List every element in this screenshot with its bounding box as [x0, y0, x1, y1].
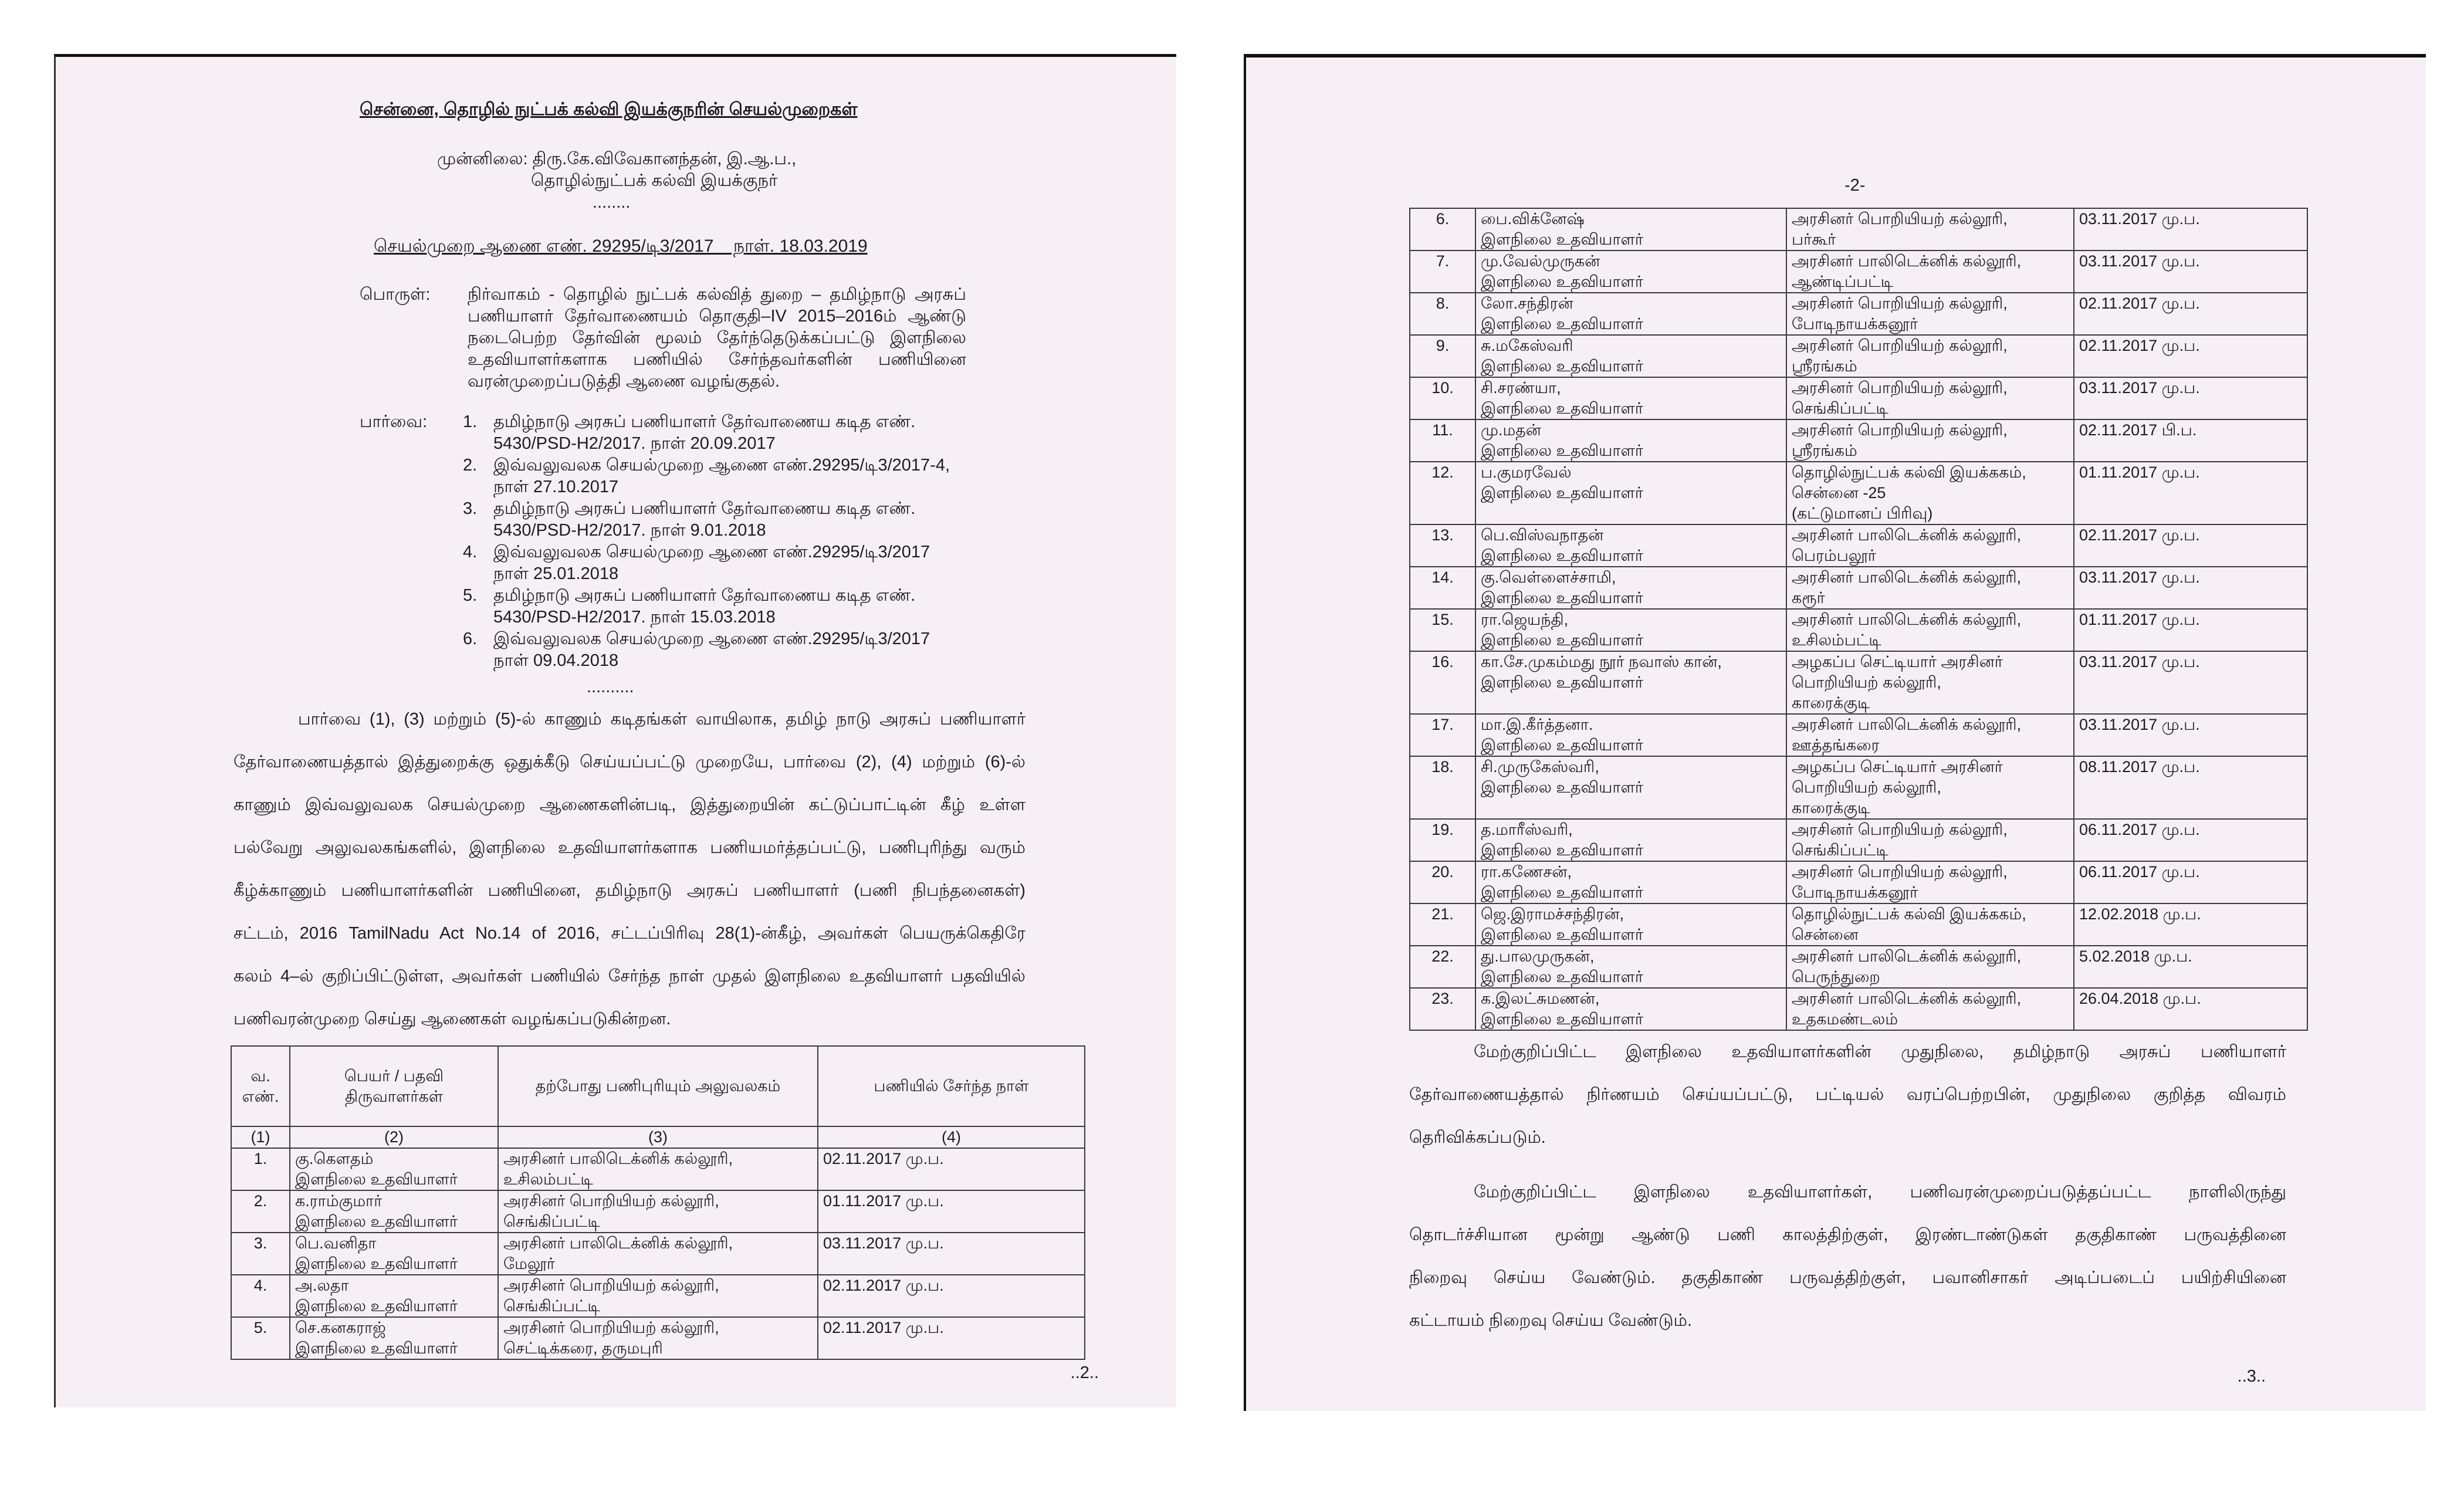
serial-number: 9. [1410, 335, 1475, 377]
name-post-cell [1475, 208, 1786, 251]
page-number: -2- [1844, 176, 1866, 195]
header-name-post: பெயர் / பதவி திருவாளர்கள் [290, 1046, 498, 1126]
reference-text [493, 498, 991, 541]
reference-item [463, 455, 991, 498]
staff-post: இளநிலை உதவியாளர் [1481, 442, 1643, 459]
join-date: 01.11.2017 மு.ப. [818, 1190, 1085, 1233]
staff-post: இளநிலை உதவியாளர் [1481, 231, 1643, 248]
office-cell: அரசினர் பொறியியற் கல்லூரி, ஸ்ரீரங்கம் [1786, 335, 2074, 377]
name-post-cell [1475, 756, 1786, 819]
reference-line: இவ்வலுவலக செயல்முறை ஆணை எண்.29295/டி3/2017 [493, 543, 930, 561]
col-number-1: (1) [231, 1126, 290, 1148]
serial-number: 22. [1410, 946, 1475, 988]
table-row [1410, 524, 2307, 567]
staff-name: ரா.கணேசன், [1481, 863, 1572, 881]
office-cell: அரசினர் பொறியியற் கல்லூரி, செங்கிப்பட்டி [1786, 377, 2074, 419]
serial-number: 23. [1410, 988, 1475, 1030]
paragraph-line: பல்வேறு அலுவலகங்களில், இளநிலை உதவியாளர்களாக பணியமர்த்தப்பட்டு, பணிபுரிந்து வரும் [233, 838, 1025, 857]
office-cell: அரசினர் பொறியியற் கல்லூரி, செங்கிப்பட்டி [498, 1275, 818, 1317]
staff-post: இளநிலை உதவியாளர் [1481, 968, 1643, 986]
office-cell: அரசினர் பொறியியற் கல்லூரி, செங்கிப்பட்டி [498, 1190, 818, 1233]
join-date: 06.11.2017 மு.ப. [2074, 819, 2307, 861]
name-post-cell [1475, 567, 1786, 609]
staff-name: ரா.ஜெயந்தி, [1481, 611, 1569, 628]
order-number: செயல்முறை ஆணை எண். 29295/டி3/2017 நாள். 18.03.2019 [374, 236, 868, 256]
table-row [1410, 819, 2307, 861]
serial-number: 14. [1410, 567, 1475, 609]
staff-name: சி.சரண்யா, [1481, 379, 1561, 397]
separator-dots-2: .......... [587, 678, 634, 696]
staff-name: அ.லதா [295, 1277, 349, 1294]
join-date: 26.04.2018 மு.ப. [2074, 988, 2307, 1030]
header-office: தற்போது பணிபுரியும் அலுவலகம் [498, 1046, 818, 1126]
staff-post: இளநிலை உதவியாளர் [1481, 400, 1643, 417]
paragraph-line: கட்டாயம் நிறைவு செய்ய வேண்டும். [1409, 1311, 1693, 1330]
subject-line: பணியாளர் தேர்வாணையம் தொகுதி–IV 2015–2016ம் ஆண்டு [468, 307, 966, 326]
staff-name: மு.வேல்முருகன் [1481, 252, 1600, 270]
name-post-cell [1475, 651, 1786, 714]
paragraph-line: பார்வை (1), (3) மற்றும் (5)-ல் காணும் கடிதங்கள் வாயிலாக, தமிழ் நாடு அரசுப் பணியாளர் [298, 710, 1025, 729]
staff-post: இளநிலை உதவியாளர் [1481, 273, 1643, 290]
join-date: 06.11.2017 மு.ப. [2074, 861, 2307, 903]
reference-number: 6. [463, 629, 478, 648]
reference-line: நாள் 09.04.2018 [493, 651, 619, 670]
reference-text [493, 455, 991, 498]
table-row [1410, 946, 2307, 988]
col-number-2: (2) [290, 1126, 498, 1148]
office-cell: அரசினர் பாலிடெக்னிக் கல்லூரி, உசிலம்பட்டி [1786, 609, 2074, 651]
office-cell: அரசினர் பாலிடெக்னிக் கல்லூரி, உதகமண்டலம் [1786, 988, 2074, 1030]
staff-name: மு.மதன் [1481, 421, 1541, 439]
name-post-cell [1475, 819, 1786, 861]
office-cell: அரசினர் பொறியியற் கல்லூரி, போடிநாயக்கனூர் [1786, 861, 2074, 903]
reference-number: 5. [463, 586, 478, 605]
paragraph-line: தெரிவிக்கப்படும். [1409, 1128, 1546, 1147]
presence-label: முன்னிலை: [437, 150, 528, 168]
reference-text [493, 541, 991, 585]
staff-name: த.மாரீஸ்வரி, [1481, 821, 1573, 838]
reference-item [463, 585, 991, 628]
subject-line: வரன்முறைப்படுத்தி ஆணை வழங்குதல். [468, 372, 780, 391]
serial-number: 5. [231, 1317, 290, 1359]
paragraph-line: சட்டம், 2016 TamilNadu Act No.14 of 2016, சட்டப்பிரிவு 28(1)-ன்கீழ், அவர்கள் பெயருக்கெதிரே [233, 924, 1025, 943]
paragraph-line: காணும் இவ்வலுவலக செயல்முறை ஆணைகளின்படி, இத்துறையின் கட்டுப்பாட்டின் கீழ் உள்ள [233, 796, 1025, 814]
name-post-cell [1475, 714, 1786, 756]
table-row [231, 1275, 1085, 1317]
table-header-row [231, 1046, 1085, 1126]
table-row [1410, 567, 2307, 609]
staff-name: பெ.விஸ்வநாதன் [1481, 526, 1604, 544]
office-cell: அரசினர் பொறியியற் கல்லூரி, செட்டிக்கரை, தருமபுரி [498, 1317, 818, 1359]
staff-name: லோ.சந்திரன் [1481, 295, 1573, 312]
presence-line [437, 148, 1082, 170]
staff-post: இளநிலை உதவியாளர் [1481, 631, 1643, 649]
staff-post: இளநிலை உதவியாளர் [1481, 841, 1643, 859]
name-post-cell [1475, 462, 1786, 524]
reference-text [493, 585, 991, 628]
name-post-cell [1475, 609, 1786, 651]
staff-name: க.ராம்குமார் [295, 1192, 383, 1210]
serial-number: 16. [1410, 651, 1475, 714]
staff-post: இளநிலை உதவியாளர் [1481, 315, 1643, 333]
join-date: 5.02.2018 மு.ப. [2074, 946, 2307, 988]
staff-post: இளநிலை உதவியாளர் [1481, 484, 1643, 502]
name-post-cell [290, 1317, 498, 1359]
office-cell: அரசினர் பாலிடெக்னிக் கல்லூரி, பெரம்பலூர் [1786, 524, 2074, 567]
office-cell: அரசினர் பாலிடெக்னிக் கல்லூரி, கரூர் [1786, 567, 2074, 609]
references-list [463, 411, 991, 672]
references-block [360, 411, 1082, 672]
office-cell: அரசினர் பாலிடெக்னிக் கல்லூரி, உசிலம்பட்டி [498, 1148, 818, 1190]
serial-number: 3. [231, 1233, 290, 1275]
reference-number: 4. [463, 543, 478, 561]
staff-post: இளநிலை உதவியாளர் [1481, 1010, 1643, 1028]
table-row [1410, 903, 2307, 946]
serial-number: 20. [1410, 861, 1475, 903]
join-date: 03.11.2017 மு.ப. [2074, 251, 2307, 293]
reference-number: 1. [463, 412, 478, 431]
join-date: 01.11.2017 மு.ப. [2074, 609, 2307, 651]
serial-number: 11. [1410, 419, 1475, 462]
staff-name: ப.குமரவேல் [1481, 463, 1572, 481]
staff-post: இளநிலை உதவியாளர் [295, 1213, 458, 1230]
name-post-cell [1475, 861, 1786, 903]
staff-post: இளநிலை உதவியாளர் [295, 1339, 458, 1357]
name-post-cell [1475, 419, 1786, 462]
name-post-cell [1475, 251, 1786, 293]
serial-number: 21. [1410, 903, 1475, 946]
staff-post: இளநிலை உதவியாளர் [295, 1297, 458, 1315]
office-cell: அழகப்ப செட்டியார் அரசினர் பொறியியற் கல்லூரி, காரைக்குடி [1786, 651, 2074, 714]
presence-name: திரு.கே.விவேகானந்தன், இ.ஆ.ப., [532, 150, 797, 168]
paragraph-line: பணிவரன்முறை செய்து ஆணைகள் வழங்கப்படுகின்றன. [233, 1010, 671, 1028]
staff-post: இளநிலை உதவியாளர் [1481, 779, 1643, 796]
table-row [1410, 377, 2307, 419]
join-date: 02.11.2017 மு.ப. [2074, 293, 2307, 335]
office-cell: அரசினர் பாலிடெக்னிக் கல்லூரி, ஊத்தங்கரை [1786, 714, 2074, 756]
staff-name: கு.கௌதம் [295, 1150, 374, 1167]
reference-line: தமிழ்நாடு அரசுப் பணியாளர் தேர்வாணைய கடித எண். [493, 586, 916, 605]
reference-line: 5430/PSD-H2/2017. நாள் 9.01.2018 [493, 521, 766, 540]
subject-text [468, 284, 966, 392]
office-cell: அரசினர் பாலிடெக்னிக் கல்லூரி, பெருந்துறை [1786, 946, 2074, 988]
reference-item [463, 411, 991, 455]
staff-name: பை.விக்னேஷ் [1481, 210, 1585, 228]
staff-post: இளநிலை உதவியாளர் [1481, 589, 1643, 607]
office-cell: தொழில்நுட்பக் கல்வி இயக்ககம், சென்னை [1786, 903, 2074, 946]
subject-line: நடைபெற்ற தேர்வின் மூலம் தேர்ந்தெடுக்கப்பட்டு இளநிலை [468, 329, 966, 347]
name-post-cell [290, 1275, 498, 1317]
name-post-cell [1475, 946, 1786, 988]
staff-post: இளநிலை உதவியாளர் [1481, 357, 1643, 375]
reference-item [463, 541, 991, 585]
staff-post: இளநிலை உதவியாளர் [295, 1255, 458, 1272]
reference-line: தமிழ்நாடு அரசுப் பணியாளர் தேர்வாணைய கடித எண். [493, 412, 916, 431]
reference-item [463, 628, 991, 672]
serial-number: 13. [1410, 524, 1475, 567]
table-row [1410, 609, 2307, 651]
serial-number: 18. [1410, 756, 1475, 819]
office-cell: அழகப்ப செட்டியார் அரசினர் பொறியியற் கல்லூரி, காரைக்குடி [1786, 756, 2074, 819]
table-row [1410, 208, 2307, 251]
table-row [231, 1190, 1085, 1233]
join-date: 03.11.2017 மு.ப. [2074, 714, 2307, 756]
name-post-cell [290, 1148, 498, 1190]
col-number-4: (4) [818, 1126, 1085, 1148]
office-cell: தொழில்நுட்பக் கல்வி இயக்ககம், சென்னை -25 (கட்டுமானப் பிரிவு) [1786, 462, 2074, 524]
serial-number: 12. [1410, 462, 1475, 524]
table-row [231, 1233, 1085, 1275]
reference-line: நாள் 27.10.2017 [493, 478, 619, 496]
join-date: 03.11.2017 மு.ப. [2074, 567, 2307, 609]
name-post-cell [1475, 377, 1786, 419]
staff-table-2 [1409, 208, 2308, 1031]
continue-mark: ..3.. [2237, 1367, 2266, 1386]
join-date: 02.11.2017 மு.ப. [818, 1275, 1085, 1317]
references-label: பார்வை: [360, 412, 428, 431]
join-date: 02.11.2017 பி.ப. [2074, 419, 2307, 462]
reference-text [493, 628, 991, 672]
staff-post: இளநிலை உதவியாளர் [1481, 673, 1643, 691]
staff-post: இளநிலை உதவியாளர் [1481, 884, 1643, 901]
office-cell: அரசினர் பொறியியற் கல்லூரி, போடிநாயக்கனூர் [1786, 293, 2074, 335]
reference-line: தமிழ்நாடு அரசுப் பணியாளர் தேர்வாணைய கடித எண். [493, 499, 916, 518]
table-row [1410, 651, 2307, 714]
paragraph-line: தேர்வாணையத்தால் இத்துறைக்கு ஒதுக்கீடு செய்யப்பட்டு முறையே, பார்வை (2), (4) மற்றும் (6)-ல் [233, 753, 1025, 771]
table-row [1410, 251, 2307, 293]
name-post-cell [1475, 524, 1786, 567]
serial-number: 17. [1410, 714, 1475, 756]
reference-line: இவ்வலுவலக செயல்முறை ஆணை எண்.29295/டி3/2017-4, [493, 456, 950, 475]
paragraph-line: கீழ்க்காணும் பணியாளர்களின் பணியினை, தமிழ்நாடு அரசுப் பணியாளர் (பணி நிபந்தனைகள்) [233, 881, 1025, 900]
reference-line: 5430/PSD-H2/2017. நாள் 20.09.2017 [493, 434, 776, 453]
staff-name: பெ.வனிதா [295, 1234, 377, 1252]
document-page-2 [1244, 54, 2426, 1411]
staff-name: கா.சே.முகம்மது நூர் நவாஸ் கான், [1481, 653, 1722, 671]
order-paragraph [233, 698, 1025, 1041]
office-cell: அரசினர் பாலிடெக்னிக் கல்லூரி, ஆண்டிப்பட்டி [1786, 251, 2074, 293]
reference-number: 2. [463, 456, 478, 475]
paragraph-line: தொடர்ச்சியான மூன்று ஆண்டு பணி காலத்திற்குள், இரண்டாண்டுகள் தகுதிகாண் பருவத்தினை [1409, 1226, 2286, 1244]
reference-line: நாள் 25.01.2018 [493, 564, 619, 583]
paragraph-line: கலம் 4–ல் குறிப்பிட்டுள்ள, அவர்கள் பணியில் சேர்ந்த நாள் முதல் இளநிலை உதவியாளர் பதவியில் [233, 967, 1025, 986]
seniority-paragraph [1409, 1031, 2286, 1159]
staff-name: து.பாலமுருகன், [1481, 947, 1595, 965]
continue-mark: ..2.. [1070, 1363, 1099, 1382]
presence-title: தொழில்நுட்பக் கல்வி இயக்குநர் [531, 171, 778, 190]
staff-name: கு.வெள்ளைச்சாமி, [1481, 568, 1616, 586]
separator-dots: ........ [593, 193, 631, 212]
serial-number: 6. [1410, 208, 1475, 251]
reference-line: இவ்வலுவலக செயல்முறை ஆணை எண்.29295/டி3/2017 [493, 629, 930, 648]
col-number-3: (3) [498, 1126, 818, 1148]
staff-name: சி.முருகேஸ்வரி, [1481, 758, 1599, 776]
table-row [1410, 419, 2307, 462]
staff-post: இளநிலை உதவியாளர் [295, 1170, 458, 1188]
join-date: 03.11.2017 மு.ப. [2074, 208, 2307, 251]
subject-line: உதவியாளர்களாக பணியில் சேர்ந்தவர்களின் பணியினை [468, 350, 966, 369]
subject-block [360, 284, 1082, 392]
table-row [1410, 462, 2307, 524]
header-serial: வ. எண். [231, 1046, 290, 1126]
reference-number: 3. [463, 499, 478, 518]
office-heading: சென்னை, தொழில் நுட்பக் கல்வி இயக்குநரின் செயல்முறைகள் [360, 100, 858, 119]
name-post-cell [290, 1190, 498, 1233]
document-page-1 [54, 54, 1176, 1407]
table-row [1410, 714, 2307, 756]
paragraph-line: தேர்வாணையத்தால் நிர்ணயம் செய்யப்பட்டு, பட்டியல் வரப்பெற்றபின், முதுநிலை குறித்த விவரம் [1409, 1085, 2286, 1104]
office-cell: அரசினர் பாலிடெக்னிக் கல்லூரி, மேலூர் [498, 1233, 818, 1275]
reference-line: 5430/PSD-H2/2017. நாள் 15.03.2018 [493, 608, 776, 627]
staff-table-1 [231, 1045, 1085, 1360]
serial-number: 1. [231, 1148, 290, 1190]
serial-number: 15. [1410, 609, 1475, 651]
join-date: 03.11.2017 மு.ப. [2074, 651, 2307, 714]
office-cell: அரசினர் பொறியியற் கல்லூரி, ஸ்ரீரங்கம் [1786, 419, 2074, 462]
serial-number: 4. [231, 1275, 290, 1317]
name-post-cell [290, 1233, 498, 1275]
subject-line: நிர்வாகம் - தொழில் நுட்பக் கல்வித் துறை – தமிழ்நாடு அரசுப் [468, 285, 966, 304]
name-post-cell [1475, 988, 1786, 1030]
paragraph-line: நிறைவு செய்ய வேண்டும். தகுதிகாண் பருவத்திற்குள், பவானிசாகர் அடிப்படைப் பயிற்சியினை [1409, 1268, 2286, 1287]
name-post-cell [1475, 903, 1786, 946]
table-row [1410, 861, 2307, 903]
paragraph-line: மேற்குறிப்பிட்ட இளநிலை உதவியாளர்களின் முதுநிலை, தமிழ்நாடு அரசுப் பணியாளர் [1474, 1043, 2286, 1061]
join-date: 03.11.2017 மு.ப. [818, 1233, 1085, 1275]
join-date: 02.11.2017 மு.ப. [2074, 335, 2307, 377]
join-date: 08.11.2017 மு.ப. [2074, 756, 2307, 819]
staff-post: இளநிலை உதவியாளர் [1481, 926, 1643, 943]
header-join-date: பணியில் சேர்ந்த நாள் [818, 1046, 1085, 1126]
name-post-cell [1475, 335, 1786, 377]
subject-label: பொருள்: [360, 285, 431, 304]
join-date: 02.11.2017 மு.ப. [2074, 524, 2307, 567]
serial-number: 2. [231, 1190, 290, 1233]
serial-number: 8. [1410, 293, 1475, 335]
staff-name: க.இலட்சுமணன், [1481, 990, 1600, 1007]
table-row [1410, 335, 2307, 377]
table-row [1410, 988, 2307, 1030]
serial-number: 10. [1410, 377, 1475, 419]
table-row [1410, 293, 2307, 335]
name-post-cell [1475, 293, 1786, 335]
staff-name: மா.இ.கீர்த்தனா. [1481, 716, 1593, 733]
serial-number: 7. [1410, 251, 1475, 293]
office-cell: அரசினர் பொறியியற் கல்லூரி, பர்கூர் [1786, 208, 2074, 251]
paragraph-line: மேற்குறிப்பிட்ட இளநிலை உதவியாளர்கள், பணிவரன்முறைப்படுத்தப்பட்ட நாளிலிருந்து [1474, 1183, 2286, 1201]
table-row [1410, 756, 2307, 819]
staff-post: இளநிலை உதவியாளர் [1481, 736, 1643, 754]
table-column-number-row [231, 1126, 1085, 1148]
staff-name: ஜெ.இராமச்சந்திரன், [1481, 905, 1624, 923]
staff-name: செ.கனகராஜ் [295, 1319, 386, 1336]
join-date: 03.11.2017 மு.ப. [2074, 377, 2307, 419]
reference-item [463, 498, 991, 541]
staff-post: இளநிலை உதவியாளர் [1481, 547, 1643, 564]
join-date: 02.11.2017 மு.ப. [818, 1148, 1085, 1190]
office-cell: அரசினர் பொறியியற் கல்லூரி, செங்கிப்பட்டி [1786, 819, 2074, 861]
probation-paragraph [1409, 1171, 2286, 1342]
staff-name: சு.மகேஸ்வரி [1481, 337, 1573, 354]
join-date: 12.02.2018 மு.ப. [2074, 903, 2307, 946]
reference-text [493, 411, 991, 455]
join-date: 02.11.2017 மு.ப. [818, 1317, 1085, 1359]
table-row [231, 1317, 1085, 1359]
serial-number: 19. [1410, 819, 1475, 861]
table-row [231, 1148, 1085, 1190]
join-date: 01.11.2017 மு.ப. [2074, 462, 2307, 524]
